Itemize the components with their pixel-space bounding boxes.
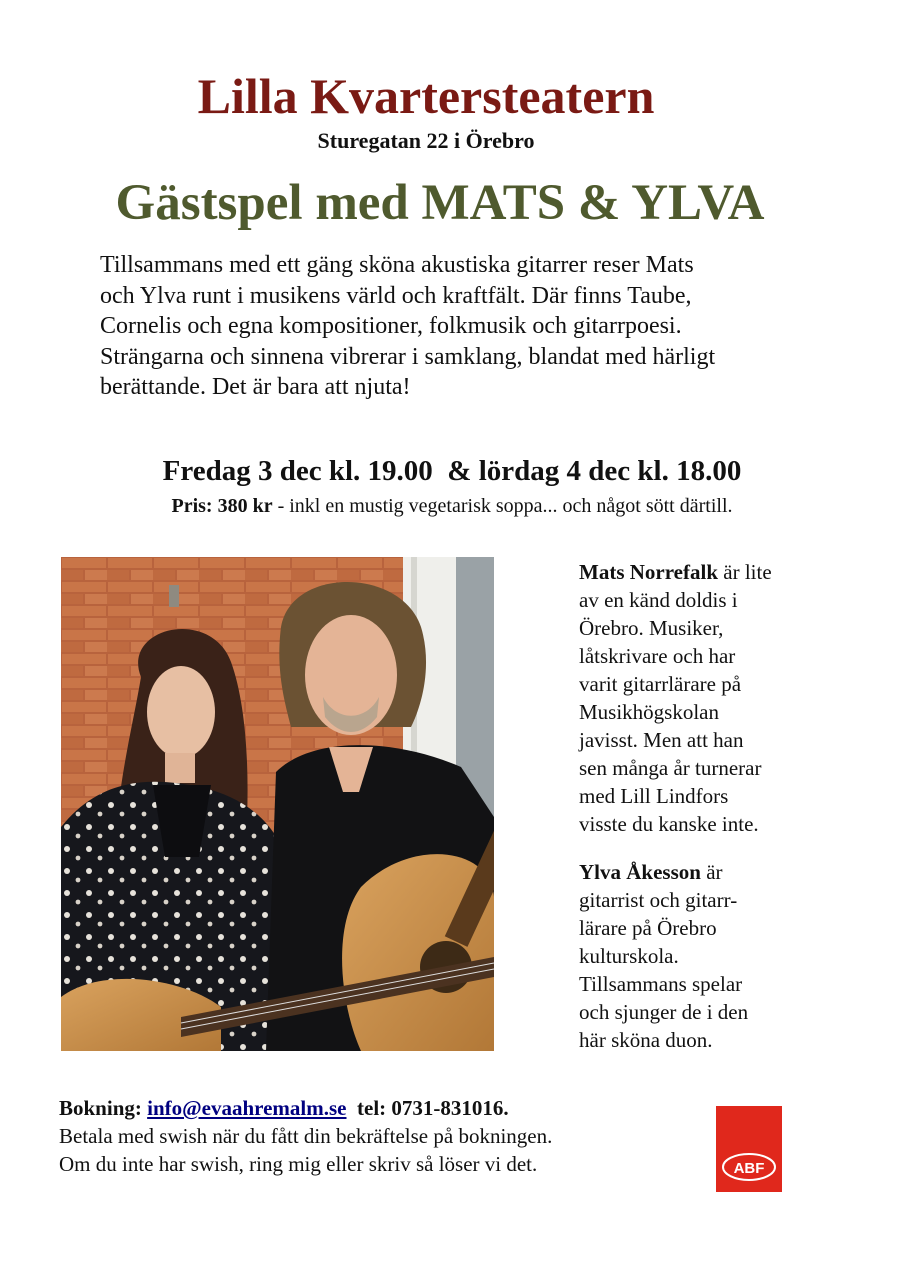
venue-title: Lilla Kvartersteatern [197, 68, 655, 124]
booking-alternative-note: Om du inte har swish, ring mig eller skriv så löser vi det. [59, 1152, 538, 1176]
event-price [0, 493, 904, 519]
abf-logo-text: ABF [733, 1160, 765, 1177]
booking-line [59, 1094, 699, 1122]
bio-mats-text: är lite av en känd doldis i Örebro. Musiker, låtskrivare och har varit gitarrlärare på Musikhögskolan javisst. Men att han sen många år turnerar med Lill Lindfors visste du kanske inte. [579, 560, 772, 836]
event-headline: Gästspel med MATS & YLVA [115, 175, 765, 231]
artist-bios [579, 558, 829, 1054]
booking-phone: tel: 0731-831016. [357, 1096, 509, 1120]
bio-ylva-text: är gitarrist och gitarr- lärare på Örebro kulturskola. Tillsammans spelar och sjunger de i den här sköna duon. [579, 860, 749, 1052]
booking-info [59, 1094, 699, 1178]
bio-ylva-name: Ylva Åkesson [579, 860, 701, 884]
venue-address: Sturegatan 22 i Örebro [317, 128, 535, 153]
price-details: - inkl en mustig vegetarisk soppa... och något sött därtill. [272, 495, 733, 517]
booking-label: Bokning: [59, 1096, 142, 1120]
bio-mats-name: Mats Norrefalk [579, 560, 718, 584]
price-label: Pris: 380 kr [171, 495, 273, 517]
booking-email-link[interactable]: info@evaahremalm.se [147, 1096, 347, 1120]
bio-ylva [579, 858, 829, 1054]
booking-swish-note: Betala med swish när du fått din bekräftelse på bokningen. [59, 1124, 553, 1148]
event-dates: Fredag 3 dec kl. 19.00 & lördag 4 dec kl. 18.00 [162, 455, 742, 487]
abf-logo [716, 1106, 782, 1192]
duo-photo [61, 557, 494, 1051]
intro-paragraph: Tillsammans med ett gäng sköna akustiska gitarrer reser Mats och Ylva runt i musikens värld och kraftfält. Där finns Taube, Cornelis och egna kompositioner, folkmusik och gitarrpoesi. Strängarna och sinnena vibrerar i samklang, blandat med härligt berättande. Det är bara att njuta! [100, 252, 716, 400]
bio-mats [579, 558, 829, 838]
